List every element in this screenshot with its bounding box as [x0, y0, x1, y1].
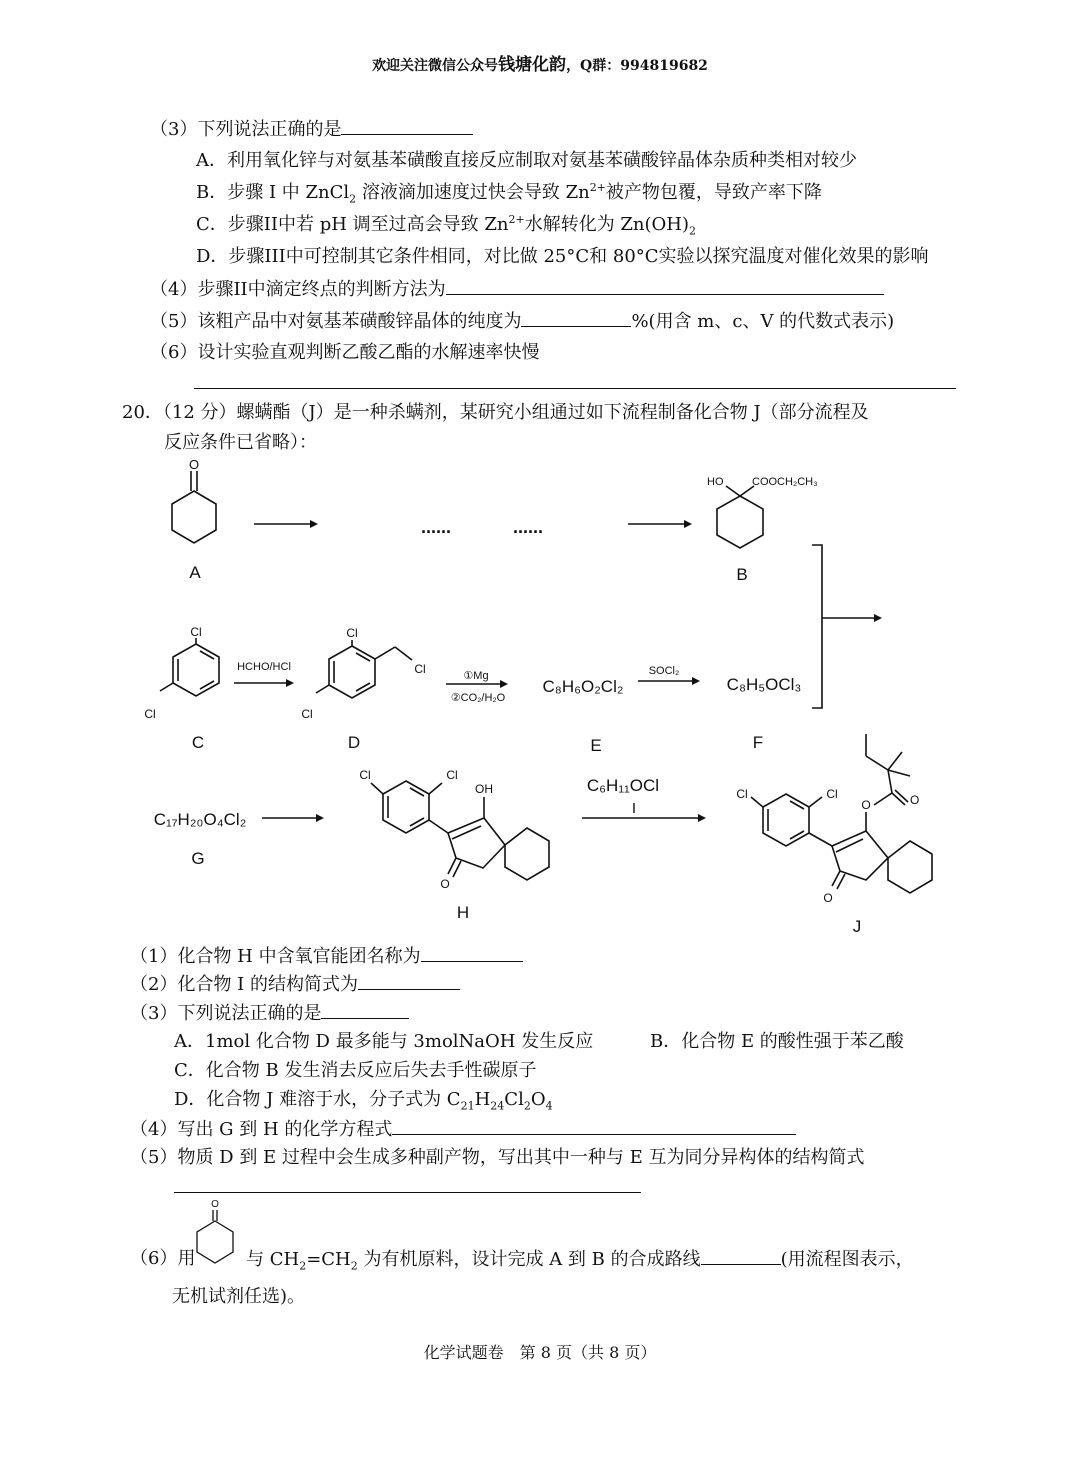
answer-blank[interactable] [392, 1116, 796, 1135]
formula-g: C₁₇H₂₀O₄Cl₂ [153, 810, 247, 829]
q20-sub6-body: 与 $CH_2=CH_2$ 为有机原料，设计完成 A 到 B 的合成路线 (用流程图表示， [246, 1246, 914, 1273]
q20-sub6-line2: 无机试剂任选)。 [172, 1286, 306, 1307]
q19-option-d: D．步骤III中可控制其它条件相同，对比做 25°C和 80°C实验以探究温度对催化效果的影响 [196, 246, 929, 267]
q20-intro-line1: 20．（12 分）螺螨酯（J）是一种杀螨剂，某研究小组通过如下流程制备化合物 J（部分流程及 [122, 402, 869, 423]
atom-o: O [910, 793, 920, 807]
atom-cl: Cl [346, 626, 358, 640]
atom-o: O [823, 891, 833, 905]
atom-o: O [188, 457, 200, 472]
q20-option-a: A．1mol 化合物 D 最多能与 3molNaOH 发生反应 [174, 1031, 594, 1052]
text: 为有机原料，设计完成 A 到 B 的合成路线 [357, 1249, 701, 1270]
q20-intro-line2: 反应条件已省略）： [164, 432, 317, 453]
reagent-de-2: ②CO₂/H₂O [450, 692, 506, 704]
label-c: C [191, 733, 205, 752]
answer-blank[interactable] [341, 116, 473, 135]
q19-sub3 [150, 116, 473, 143]
reagent-ef: SOCl₂ [648, 665, 680, 677]
subscript: 24 [490, 1099, 505, 1113]
text: C．步骤II中若 pH 调至过高会导致 Zn [196, 214, 509, 235]
compound-c-structure [144, 625, 219, 752]
text: 溶液滴加速度过快会导致 Zn [356, 182, 590, 203]
q19-sub3-label: （3）下列说法正确的是 [150, 119, 342, 140]
text: O [530, 1089, 546, 1110]
reagent-cd: HCHO/HCl [237, 661, 291, 673]
atom-cl: Cl [826, 787, 838, 801]
label-e: E [590, 736, 602, 755]
page-footer: 化学试题卷 第 8 页（共 8 页） [423, 1343, 657, 1362]
reagent-de-1: ①Mg [463, 670, 489, 682]
q20-sub2 [130, 971, 460, 998]
b-ester: COOCH₂CH₃ [752, 476, 818, 488]
atom-cl: Cl [301, 707, 313, 721]
header-text: 欢迎关注微信公众号 [372, 58, 499, 74]
text: =CH [306, 1249, 351, 1270]
text: （1）化合物 H 中含氧官能团名称为 [130, 946, 421, 967]
text: （2）化合物 I 的结构简式为 [130, 974, 359, 995]
atom-cl: Cl [736, 787, 748, 801]
header-brand: 钱塘化韵 [498, 55, 567, 75]
header-qq: ，Q群：994819682 [566, 58, 708, 74]
compound-d-structure [301, 626, 425, 752]
page-header [0, 50, 1080, 75]
label-g: G [191, 849, 205, 868]
answer-blank[interactable] [358, 971, 460, 990]
answer-blank[interactable] [701, 1246, 781, 1265]
subscript: 21 [460, 1099, 475, 1113]
cyclohexanone-structure [192, 1196, 242, 1268]
text: D．化合物 J 难溶于水，分子式为 C [174, 1089, 461, 1110]
compound-j-structure [736, 734, 932, 936]
atom-cl: Cl [414, 662, 426, 676]
text: %(用含 m、c、V 的代数式表示) [631, 311, 895, 332]
text: （5）该粗产品中对氨基苯磺酸锌晶体的纯度为 [150, 311, 522, 332]
label-h: H [456, 903, 470, 922]
text: 被产物包覆，导致产率下降 [605, 182, 822, 203]
text: 水解转化为 Zn(OH) [524, 214, 690, 235]
q20-sub5: （5）物质 D 到 E 过程中会生成多种副产物，写出其中一种与 E 互为同分异构体的结构简式 [130, 1147, 865, 1168]
label-a: A [189, 563, 201, 582]
text: （4）步骤II中滴定终点的判断方法为 [150, 279, 446, 300]
atom-cl: Cl [359, 768, 371, 782]
q19-option-a: A．利用氧化锌与对氨基苯磺酸直接反应制取对氨基苯磺酸锌晶体杂质种类相对较少 [196, 150, 857, 171]
q19-sub5 [150, 308, 894, 335]
text: Cl [504, 1089, 524, 1110]
text: H [474, 1089, 491, 1110]
dots-1: ...... [420, 517, 452, 537]
text: （4）写出 G 到 H 的化学方程式 [130, 1119, 393, 1140]
q19-sub6: （6）设计实验直观判断乙酸乙酯的水解速率快慢 [150, 342, 540, 363]
label-j: J [852, 917, 862, 936]
q19-option-b: B．步骤 I 中 ZnCl$_2$ 溶液滴加速度过快会导致 $Zn^{2+}$被产物包覆，导致产率下降 [196, 181, 822, 206]
compound-b-structure [707, 476, 818, 584]
atom-o: O [440, 877, 450, 891]
atom-cl: Cl [144, 707, 156, 721]
atom-cl: Cl [446, 768, 458, 782]
answer-blank[interactable] [421, 943, 523, 962]
b-hydroxyl: HO [707, 476, 724, 488]
formula-f: C₈H₅OCl₃ [726, 675, 802, 694]
answer-blank[interactable] [321, 1000, 409, 1019]
dots-2: ...... [512, 517, 544, 537]
answer-blank[interactable] [446, 276, 884, 295]
answer-line[interactable] [174, 1192, 641, 1193]
answer-line[interactable] [194, 388, 956, 389]
label-i: I [631, 800, 637, 817]
compound-a-structure [172, 457, 216, 582]
text: 与 CH [246, 1249, 300, 1270]
atom-o: O [211, 1199, 219, 1210]
atom-oh: OH [475, 782, 493, 796]
label-f: F [752, 733, 764, 752]
label-d: D [347, 733, 361, 752]
subscript: 2 [523, 1099, 531, 1113]
text: (用流程图表示， [780, 1249, 914, 1270]
answer-blank[interactable] [521, 308, 631, 327]
q20-sub3 [130, 1000, 409, 1027]
q20-option-c: C．化合物 B 发生消去反应后失去手性碳原子 [174, 1060, 537, 1081]
atom-cl: Cl [190, 625, 202, 639]
q20-sub1 [130, 943, 523, 970]
q20-option-b: B．化合物 E 的酸性强于苯乙酸 [650, 1031, 904, 1052]
text: （3）下列说法正确的是 [130, 1003, 322, 1024]
q20-option-d [174, 1087, 553, 1113]
compound-h-structure [359, 768, 549, 922]
label-b: B [736, 565, 748, 584]
q20-sub4 [130, 1116, 796, 1143]
q19-option-c: C．步骤II中若 pH 调至过高会导致 $Zn^{2+}$水解转化为 $Zn(OH)_2$ [196, 213, 697, 238]
reaction-scheme [0, 455, 1080, 950]
formula-i: C₆H₁₁OCl [586, 776, 660, 795]
atom-o: O [861, 798, 871, 812]
text: B．步骤 I 中 ZnCl [196, 182, 350, 203]
q20-sub6-prefix: （6）用 [130, 1248, 196, 1269]
subscript: 4 [545, 1099, 553, 1113]
q19-sub4 [150, 276, 884, 303]
formula-e: C₈H₆O₂Cl₂ [542, 677, 624, 696]
